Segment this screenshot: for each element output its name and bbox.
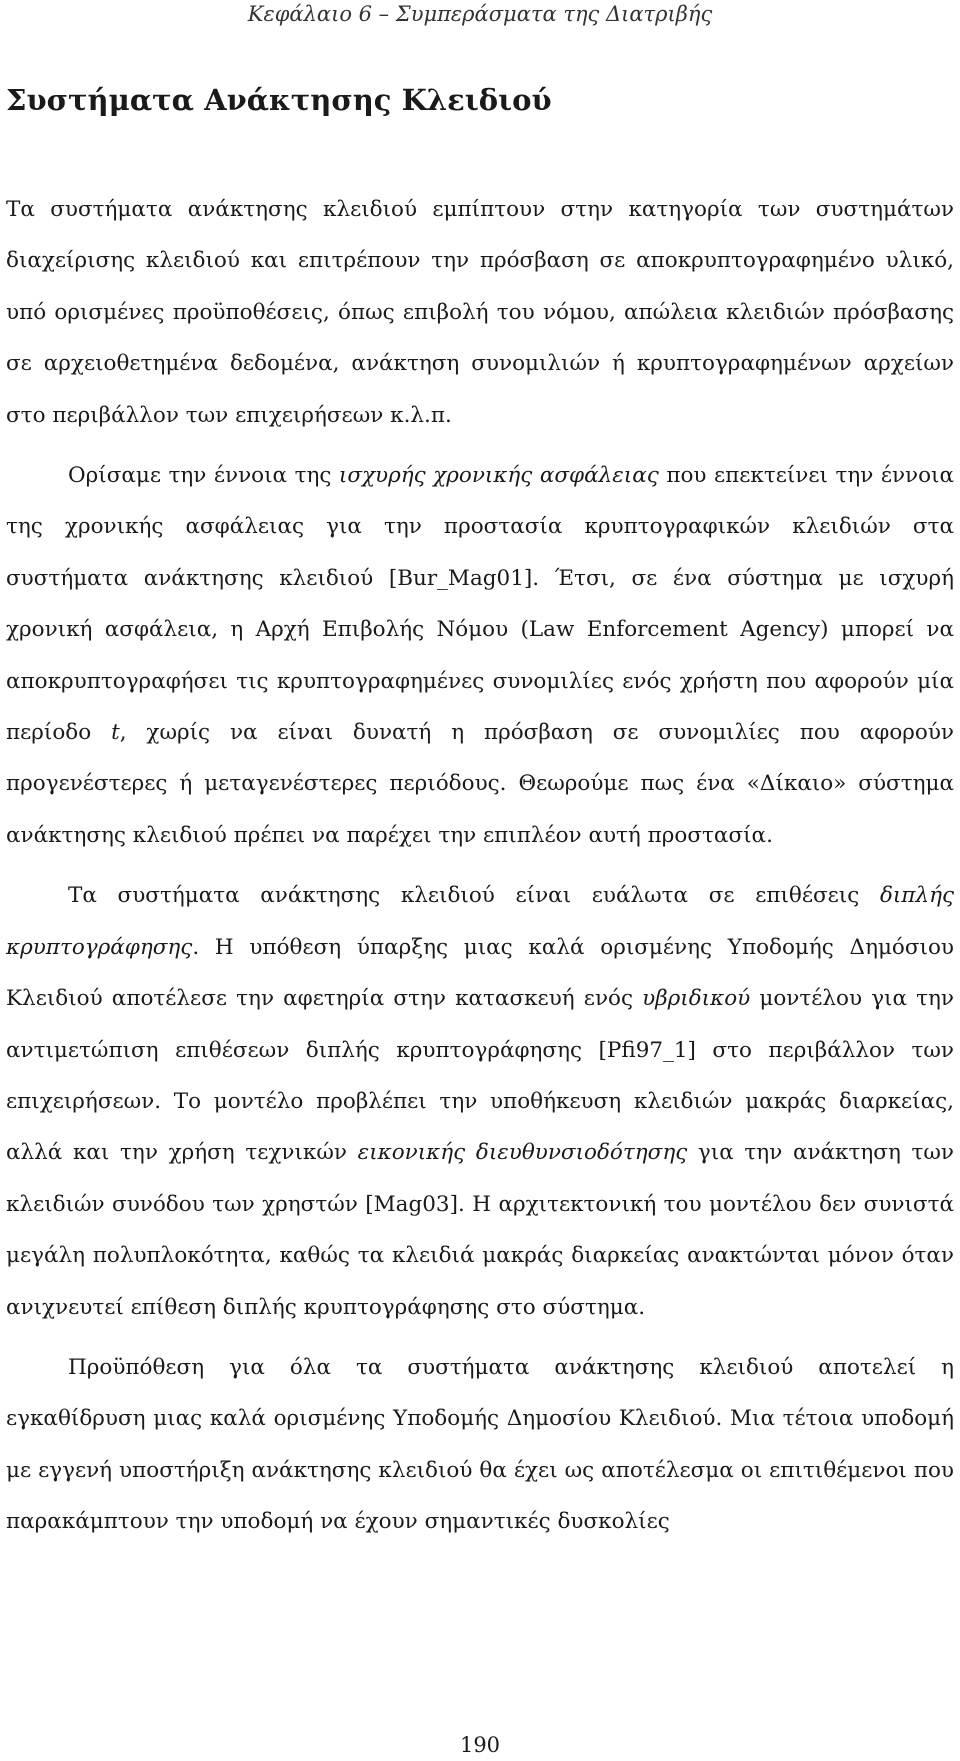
paragraph-3-emphasis-3: εικονικής διευθυνσιοδότησης [357, 1140, 688, 1166]
paragraph-3-text-2: . Η υπόθεση ύπαρξης μιας καλά ορισμένης Υποδομής Δημόσιου Κλειδιού αποτέλεσε την αφετηρία στην κατασκευή ενός [6, 934, 954, 1012]
paragraph-3 [6, 870, 954, 1333]
paragraph-3-text-4: για την ανάκτηση των κλειδιών συνόδου των χρηστών [Mag03]. Η αρχιτεκτονική του μοντέλου δεν συνιστά μεγάλη πολυπλοκότητα, καθώς τα κλειδιά μακράς διαρκείας ανακτώνται μόνον όταν ανιχνευτεί επίθεση διπλής κρυπτογράφησης στο σύστημα. [6, 1140, 954, 1320]
paragraph-2 [6, 450, 954, 861]
paragraph-4: Προϋπόθεση για όλα τα συστήματα ανάκτησης κλειδιού αποτελεί η εγκαθίδρυση μιας καλά ορισμένης Υποδομής Δημοσίου Κλειδιού. Μια τέτοια υποδομή με εγγενή υποστήριξη ανάκτησης κλειδιού θα έχει ως αποτέλεσμα οι επιτιθέμενοι που παρακάμπτουν την υποδομή να έχουν σημαντικές δυσκολίες [6, 1354, 954, 1535]
paragraph-2-emphasis-1: ισχυρής χρονικής ασφάλειας [338, 463, 659, 489]
section-title: Συστήματα Ανάκτησης Κλειδιού [6, 83, 552, 117]
paragraph-3-text-1: Τα συστήματα ανάκτησης κλειδιού είναι ευάλωτα σε επιθέσεις [68, 883, 880, 909]
running-header: Κεφάλαιο 6 – Συμπεράσματα της Διατριβής [247, 2, 713, 26]
paragraph-2-emphasis-2: t [111, 720, 120, 746]
paragraph-3-emphasis-1: διπλής κρυπτογράφησης [6, 883, 954, 960]
paragraph-2-text-3: , χωρίς να είναι δυνατή η πρόσβαση σε συνομιλίες που αφορούν προγενέστερες ή μεταγενέστερες περιόδους. Θεωρούμε πως ένα «Δίκαιο» σύστημα ανάκτησης κλειδιού πρέπει να παρέχει την επιπλέον αυτή προστασία. [6, 720, 954, 848]
paragraph-3-emphasis-2: υβριδικού [642, 986, 751, 1012]
paragraph-1: Τα συστήματα ανάκτησης κλειδιού εμπίπτουν στην κατηγορία των συστημάτων διαχείρισης κλειδιού και επιτρέπουν την πρόσβαση σε αποκρυπτογραφημένο υλικό, υπό ορισμένες προϋποθέσεις, όπως επιβολή του νόμου, απώλεια κλειδιών πρόσβασης σε αρχειοθετημένα δεδομένα, ανάκτηση συνομιλιών ή κρυπτογραφημένων αρχείων στο περιβάλλον των επιχειρήσεων κ.λ.π. [6, 197, 954, 428]
page-number: 190 [459, 1733, 501, 1757]
paragraph-3-text-3: μοντέλου για την αντιμετώπιση επιθέσεων διπλής κρυπτογράφησης [Pfi97_1] στο περιβάλλον των επιχειρήσεων. Το μοντέλο προβλέπει την υποθήκευση κλειδιών μακράς διαρκείας, αλλά και την χρήση τεχνικών [6, 986, 954, 1166]
paragraph-2-text-1: Ορίσαμε την έννοια της [68, 463, 339, 489]
body-text [6, 184, 954, 1548]
paragraph-2-text-2: που επεκτείνει την έννοια της χρονικής ασφάλειας για την προστασία κρυπτογραφικών κλειδιών στα συστήματα ανάκτησης κλειδιού [Bur_Mag01]. Έτσι, σε ένα σύστημα με ισχυρή χρονική ασφάλεια, η Αρχή Επιβολής Νόμου (Law Enforcement Agency) μπορεί να αποκρυπτογραφήσει τις κρυπτογραφημένες συνομιλίες ενός χρήστη που αφορούν μία περίοδο [6, 463, 954, 746]
